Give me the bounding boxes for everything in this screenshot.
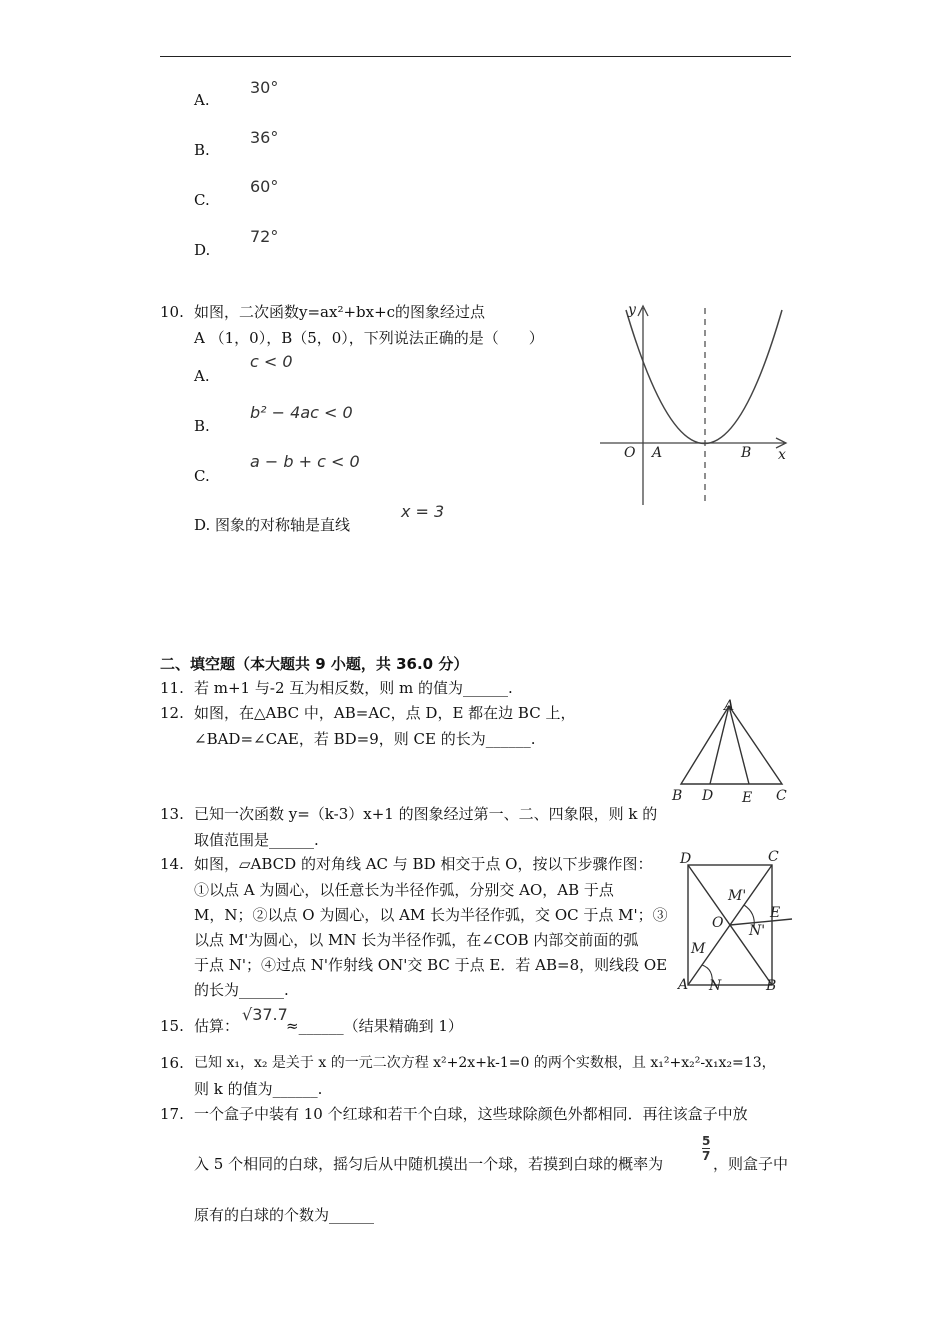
q13-line2: 取值范围是______. <box>194 831 319 849</box>
q9-option-b-letter: B. <box>194 141 210 159</box>
point-b-label: B <box>741 445 752 461</box>
point-a-label: A <box>652 445 663 461</box>
fig12-c: C <box>776 788 787 804</box>
fig14-d: D <box>680 851 692 867</box>
q9-option-d-value: 72° <box>250 227 279 246</box>
q15-number: 15. <box>160 1017 184 1035</box>
q14-line5: 于点 N'；④过点 N'作射线 ON'交 BC 于点 E．若 AB=8，则线段 OE <box>194 956 668 974</box>
fig14-n: N <box>709 978 722 994</box>
parabola-curve <box>626 310 782 444</box>
q10-option-a-math: c < 0 <box>250 352 293 371</box>
q14-line4: 以点 M'为圆心，以 MN 长为半径作弧，在∠COB 内部交前面的弧 <box>194 931 639 949</box>
q16-line1: 已知 x₁，x₂ 是关于 x 的一元二次方程 x²+2x+k-1=0 的两个实数根，且 x₁²+x₂²-x₁x₂=13， <box>194 1055 776 1071</box>
q17-line2a: 入 5 个相同的白球，摇匀后从中随机摸出一个球，若摸到白球的概率为 <box>194 1155 664 1173</box>
q9-option-a-value: 30° <box>250 78 279 97</box>
fig14-b: B <box>766 978 777 994</box>
q10-number: 10. <box>160 303 184 321</box>
q15-sqrt: √37.7 <box>242 1005 288 1024</box>
q14-line3: M，N；②以点 O 为圆心，以 AM 长为半径作弧，交 OC 于点 M'；③ <box>194 906 668 924</box>
q13-number: 13. <box>160 805 184 823</box>
fig12-b: B <box>672 788 683 804</box>
q10-option-c-letter: C. <box>194 467 210 485</box>
q17-fraction-denominator: 7 <box>702 1149 711 1163</box>
q16-number: 16. <box>160 1054 184 1072</box>
q10-option-d-math: x = 3 <box>401 502 445 521</box>
q12-line1: 如图，在△ABC 中，AB=AC，点 D，E 都在边 BC 上， <box>194 704 576 722</box>
q17-fraction-numerator: 5 <box>702 1134 711 1148</box>
q12-line2: ∠BAD=∠CAE，若 BD=9，则 CE 的长为______. <box>194 730 536 748</box>
q10-option-b-math: b² − 4ac < 0 <box>250 403 353 422</box>
top-rule <box>160 56 791 57</box>
fig14-m-prime: M' <box>728 888 747 904</box>
fig14-e: E <box>770 905 781 921</box>
q14-line2: ①以点 A 为圆心，以任意长为半径作弧，分别交 AO，AB 于点 <box>194 881 614 899</box>
q9-option-b-value: 36° <box>250 128 279 147</box>
fig14-m: M <box>691 941 706 957</box>
fig14-c: C <box>768 849 779 865</box>
q17-number: 17. <box>160 1105 184 1123</box>
q9-option-d-letter: D. <box>194 241 211 259</box>
q13-line1: 已知一次函数 y=（k-3）x+1 的图象经过第一、二、四象限，则 k 的 <box>194 805 658 823</box>
fig14-n-prime: N' <box>749 923 766 939</box>
fig12-e: E <box>742 790 753 806</box>
q17-fraction <box>702 1134 710 1163</box>
q9-option-c-letter: C. <box>194 191 210 209</box>
y-axis-label: y <box>628 302 636 318</box>
triangle-figure <box>670 696 795 808</box>
q14-number: 14. <box>160 855 184 873</box>
q10-option-d-text: D. 图象的对称轴是直线 <box>194 516 351 534</box>
origin-label: O <box>624 445 636 461</box>
q16-line2: 则 k 的值为______. <box>194 1080 323 1098</box>
x-axis-label: x <box>778 447 786 463</box>
q10-option-b-letter: B. <box>194 417 210 435</box>
q10-line2: A （1，0），B（5，0），下列说法正确的是（ ） <box>194 329 544 347</box>
q14-line1: 如图，▱ABCD 的对角线 AC 与 BD 相交于点 O，按以下步骤作图： <box>194 855 653 873</box>
q10-line1: 如图，二次函数y=ax²+bx+c的图象经过点 <box>194 303 486 321</box>
q10-option-c-math: a − b + c < 0 <box>250 452 360 471</box>
q14-line6: 的长为______. <box>194 981 289 999</box>
q9-option-a-letter: A. <box>194 91 210 109</box>
q10-option-a-letter: A. <box>194 367 210 385</box>
q17-line3: 原有的白球的个数为______ <box>194 1206 375 1224</box>
fig14-a: A <box>678 977 689 993</box>
rectangle-figure <box>674 847 796 995</box>
q17-line2b: ，则盒子中 <box>713 1155 789 1173</box>
q15-rest: ≈______（结果精确到 1） <box>286 1017 463 1035</box>
q11-text: 若 m+1 与-2 互为相反数，则 m 的值为______. <box>194 679 513 697</box>
q9-option-c-value: 60° <box>250 177 279 196</box>
fig14-o: O <box>712 915 724 931</box>
q17-line1: 一个盒子中装有 10 个红球和若干个白球，这些球除颜色外都相同．再往该盒子中放 <box>194 1105 748 1123</box>
q11-number: 11. <box>160 679 184 697</box>
section-heading: 二、填空题（本大题共 9 小题，共 36.0 分） <box>160 655 469 673</box>
fig12-d: D <box>702 788 714 804</box>
parabola-graph <box>598 300 793 510</box>
q15-label: 估算： <box>194 1017 240 1035</box>
fig12-a: A <box>724 698 735 714</box>
q12-number: 12. <box>160 704 184 722</box>
